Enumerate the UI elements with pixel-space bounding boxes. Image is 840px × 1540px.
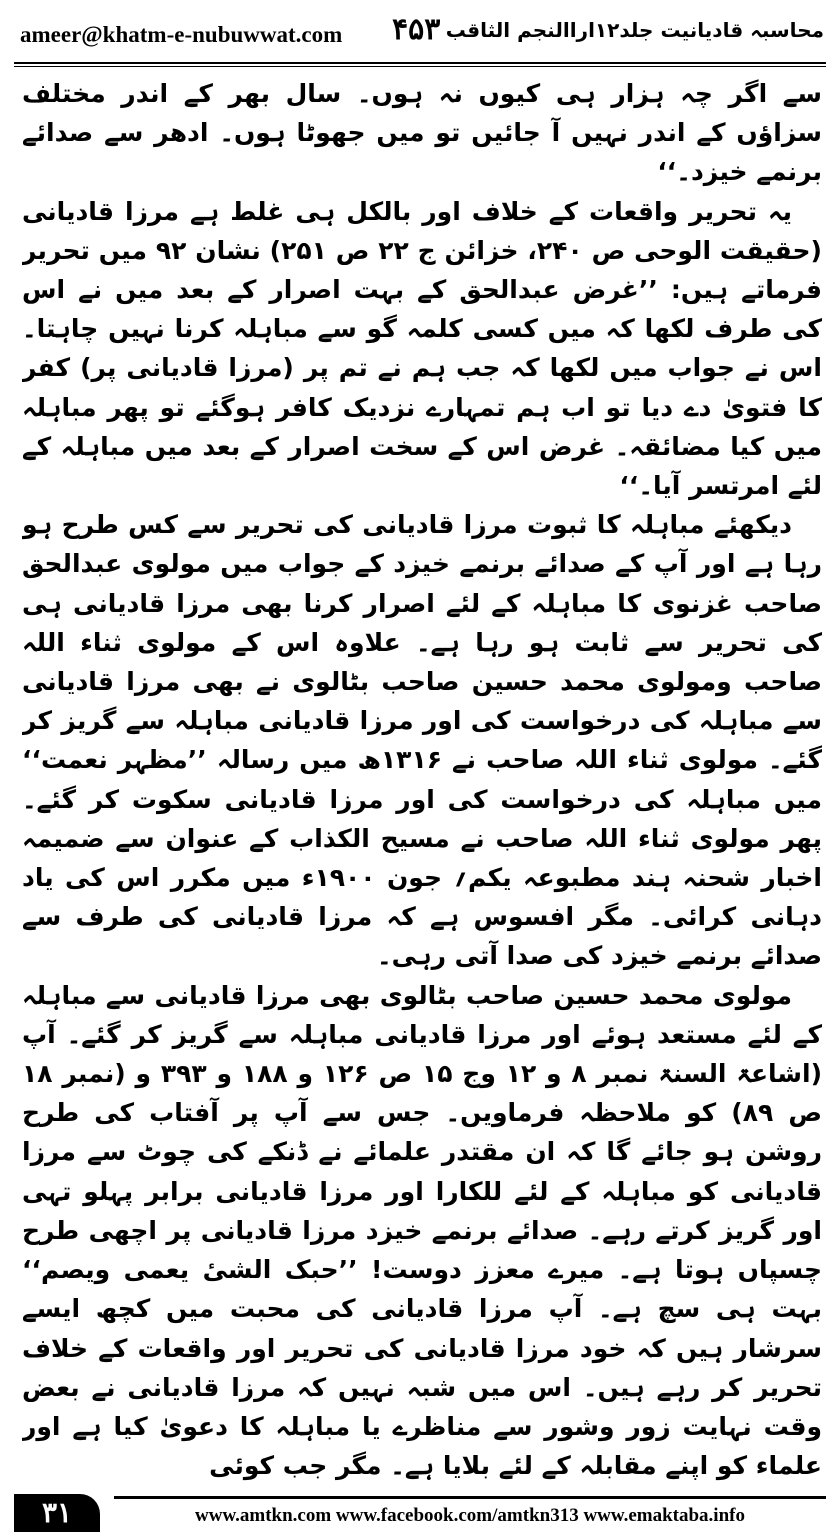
paragraph-2: یہ تحریر واقعات کے خلاف اور بالکل ہی غلط ہے مرزا قادیانی (حقیقت الوحی ص ۲۴۰، خزائن ج ۲۲ ص ۲۵۱) نشان ۹۲ میں تحریر فرماتے ہیں: ’’غرض عبدالحق کے بہت اصرار کے بعد میں نے اس کی طرف لکھا کہ میں کسی کلمہ گو سے مباہلہ کرنا نہیں چاہتا۔ اس نے جواب میں لکھا کہ جب ہم نے تم پر (مرزا قادیانی پر) کفر کا فتویٰ دے دیا تو اب ہم تمہارے نزدیک کافر ہوگئے تو پھر مباہلہ میں کیا مضائقہ۔ غرض اس کے سخت اصرار کے بعد میں مباہلہ کے لئے امرتسر آیا۔‘‘	[22, 196, 822, 501]
header-email[interactable]: ameer@khatm-e-nubuwwat.com	[20, 22, 343, 47]
paragraph-4: مولوی محمد حسین صاحب بٹالوی بھی مرزا قادیانی سے مباہلہ کے لئے مستعد ہوئے اور مرزا قادیانی مباہلہ سے گریز کر گئے۔ آپ (اشاعۃ السنۃ نمبر ۸ و ۱۲ وج ۱۵ ص ۱۲۶ و ۱۸۸ و ۳۹۳ و (نمبر ۱۸ ص ۸۹) کو ملاحظہ فرماویں۔ جس سے آپ پر آفتاب کی طرح روشن ہو جائے گا کہ ان مقتدر علمائے نے ڈنکے کی چوٹ سے مرزا قادیانی کو مباہلہ کے لئے للکارا اور مرزا قادیانی برابر پہلو تہی اور گریز کرتے رہے۔ صدائے برنمے خیزد مرزا قادیانی پر اچھی طرح چسپاں ہوتا ہے۔ میرے معزز دوست! ’’حبک الشیٔ یعمی ویصم‘‘ بہت ہی سچ ہے۔ آپ مرزا قادیانی کی محبت میں کچھ ایسے سرشار ہیں کہ خود مرزا قادیانی کی تحریر اور واقعات کے خلاف تحریر کر رہے ہیں۔ اس میں شبہ نہیں کہ مرزا قادیانی نے بعض وقت نہایت زور وشور سے مناظرے یا مباہلہ کا دعویٰ کیا ہے اور علماء کو اپنے مقابلہ کے لئے بلایا ہے۔ مگر جب کوئی	[22, 980, 822, 1481]
page-body	[22, 74, 822, 1484]
footer-links[interactable]: www.amtkn.com www.facebook.com/amtkn313 www.emaktaba.info	[114, 1496, 826, 1533]
paragraph-1: سے اگر چہ ہزار ہی کیوں نہ ہوں۔ سال بھر کے اندر مختلف سزاؤں کے اندر نہیں آ جائیں تو میں جھوٹا ہوں۔ ادھر سے صدائے برنمے خیزد۔‘‘	[22, 79, 822, 187]
page-header	[14, 14, 826, 60]
footer-page-number: ۳۱	[14, 1494, 100, 1532]
page-footer	[14, 1494, 826, 1532]
header-page-number: ۴۵۳	[392, 12, 441, 47]
header-divider	[14, 62, 826, 67]
paragraph-3: دیکھئے مباہلہ کا ثبوت مرزا قادیانی کی تحریر سے کس طرح ہو رہا ہے اور آپ کے صدائے برنمے خیزد کے جواب میں مولوی عبدالحق صاحب غزنوی کا مباہلہ کے لئے اصرار کرنا بھی مرزا قادیانی ہی کی تحریر سے ثابت ہو رہا ہے۔ علاوہ اس کے مولوی ثناء اللہ صاحب ومولوی محمد حسین صاحب بٹالوی نے بھی مرزا قادیانی سے مباہلہ کی درخواست کی اور مرزا قادیانی مباہلہ سے گریز کر گئے۔ مولوی ثناء اللہ صاحب نے ۱۳۱۶ھ میں رسالہ ’’مظہر نعمت‘‘ میں مباہلہ کی درخواست کی اور مرزا قادیانی سکوت کر گئے۔ پھر مولوی ثناء اللہ صاحب نے مسیح الکذاب کے عنوان سے ضمیمہ اخبار شحنہ ہند مطبوعہ یکم؍ جون ۱۹۰۰ء میں مکرر اس کی یاد دہانی کرائی۔ مگر افسوس ہے کہ مرزا قادیانی کی طرف سے صدائے برنمے خیزد کی صدا آتی رہی۔	[22, 510, 822, 971]
header-book-title: محاسبہ قادیانیت جلد۱۲اراالنجم الثاقب	[445, 18, 824, 42]
